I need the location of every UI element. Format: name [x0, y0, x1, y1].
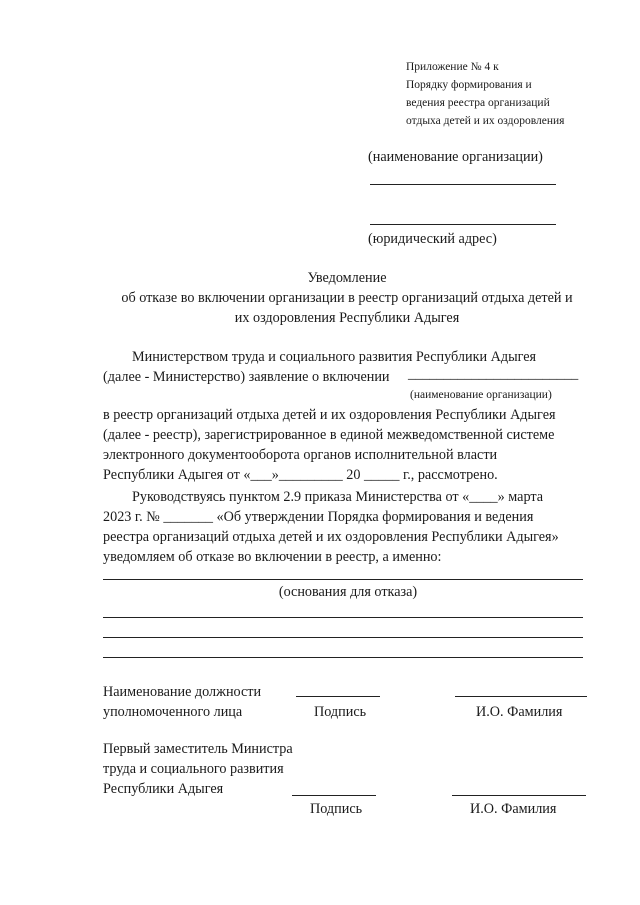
position-title: Республики Адыгея — [103, 781, 224, 797]
signature-line — [292, 795, 376, 796]
position-title: Первый заместитель Министра — [103, 741, 293, 757]
org-name-caption: (наименование организации) — [368, 149, 543, 165]
body-line: (далее - Министерство) заявление о включении — [103, 369, 390, 385]
document-subtitle: их оздоровления Республики Адыгея — [234, 310, 460, 326]
org-name-line — [370, 184, 556, 185]
body-line: в реестр организаций отдыха детей и их оздоровления Республики Адыгея — [103, 407, 556, 423]
reasons-line — [103, 579, 583, 580]
appendix-line: ведения реестра организаций — [406, 97, 550, 109]
signature-caption: Подпись — [310, 801, 363, 817]
name-caption: И.О. Фамилия — [476, 704, 563, 720]
body-line: 2023 г. № _______ «Об утверждении Порядка формирования и ведения — [103, 509, 534, 525]
org-name-blank: ________________________ — [408, 366, 579, 382]
reasons-line — [103, 637, 583, 638]
name-caption: И.О. Фамилия — [470, 801, 557, 817]
document-title: Уведомление — [307, 270, 387, 286]
document-subtitle: об отказе во включении организации в реестр организаций отдыха детей и — [121, 290, 573, 306]
position-title: уполномоченного лица — [103, 704, 243, 720]
reasons-line — [103, 617, 583, 618]
body-line: Руководствуясь пунктом 2.9 приказа Министерства от «____» марта — [132, 489, 544, 505]
position-title: Наименование должности — [103, 684, 262, 700]
legal-address-caption: (юридический адрес) — [368, 231, 497, 247]
appendix-line: Приложение № 4 к — [406, 61, 499, 73]
body-line: Республики Адыгея от «___»_________ 20 _____ г., рассмотрено. — [103, 467, 498, 483]
body-line: Министерством труда и социального развития Республики Адыгея — [132, 349, 537, 365]
org-name-hint: (наименование организации) — [410, 389, 552, 401]
position-title: труда и социального развития — [103, 761, 284, 777]
appendix-line: Порядку формирования и — [406, 79, 532, 91]
reasons-line — [103, 657, 583, 658]
reasons-caption: (основания для отказа) — [278, 584, 418, 600]
signature-line — [296, 696, 380, 697]
signature-caption: Подпись — [314, 704, 367, 720]
appendix-line: отдыха детей и их оздоровления — [406, 115, 565, 127]
name-line — [455, 696, 587, 697]
body-line: реестра организаций отдыха детей и их оздоровления Республики Адыгея» — [103, 529, 559, 545]
body-line: уведомляем об отказе во включении в реестр, а именно: — [103, 549, 442, 565]
name-line — [452, 795, 586, 796]
legal-address-line — [370, 224, 556, 225]
body-line: электронного документооборота органов исполнительной власти — [103, 447, 498, 463]
body-line: (далее - реестр), зарегистрированное в единой межведомственной системе — [103, 427, 555, 443]
